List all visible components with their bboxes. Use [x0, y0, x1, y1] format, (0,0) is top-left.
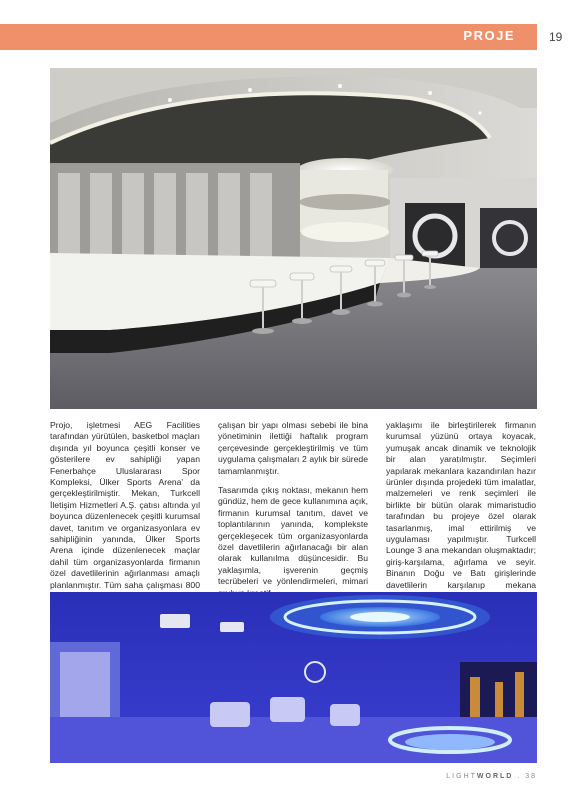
- article-text: [50, 420, 537, 590]
- paragraph: Projo, işletmesi AEG Facilities tarafından yürütülen, basketbol maçları dışında yıl boyunca çeşitli konser ve gösterilere ev sahipliği yapan Fenerbahçe Uluslararası Spor Kompleksi, Ülker Sports Arena' da gerçekleştirilmiştir. Mekan, Turkcell İletişim Hizmetleri A.Ş. çatısı altında yıl boyunca düzenlenecek çeşitli kurumsal davet, tanıtım ve organizasyonlara ev sahipliğinin yanında, Ülker Sports Arena içinde düzenlenecek maçlar dahil tüm organizasyonlarda firmanın özel davetlilerinin ağırlanması amaçlı planlanmıştır. Tüm saha çalışması 800: [50, 420, 200, 590]
- issue-number: . 38: [517, 773, 537, 780]
- lounge-bar-photo: [50, 68, 537, 409]
- page-number: 19: [549, 30, 563, 44]
- text-column-2: [218, 420, 368, 607]
- blue-lounge-photo: [50, 592, 537, 763]
- brand-bold: WORLD: [476, 773, 514, 780]
- paragraph: Tasarımda çıkış noktası, mekanın hem gündüz, hem de gece kullanımına açık, firmanın kurumsal tanıtım, davet ve toplantılarının yanında, komplekste gerçekleşecek tüm organizasyonlarda özel davetlilerin ağırlanacağı bir alan olarak kullanılma düşüncesidir. Bu yaklaşımla, işverenin geçmiş tecrübeleri ve yönlendirmeleri, mimari: [218, 485, 368, 587]
- header-bar: [0, 24, 537, 50]
- paragraph: yaklaşımı ile birleştirilerek firmanın kurumsal yüzünü ortaya koyacak, yumuşak ancak dinamik ve teknolojik bir alan yaratılmıştır. Seçimleri yapılarak mekanlara kazandırılan hazır ürünler dışında projedeki tüm imalatlar, malzemeleri ve renk seçimleri ile birlikte bir bütün olarak mimaristudio tarafından bu projeye özel olarak tasarlanmış, imal ettirilmiş ve uygulaması yapılmıştır. Turkcell Lounge 3 ana mekandan oluşmaktadır; giriş-karşılama, ağırlama ve seyir. Binanın Doğu ve Batı girişlerinde davetlilerin karşılanıp mekana: [386, 420, 536, 590]
- brand-light: LIGHT: [446, 773, 477, 780]
- paragraph: çalışan bir yapı olması sebebi ile bina yönetiminin ilettiği haftalık program çerçevesinde gerçekleştirilmiş ve tüm uygulama çalışmaları 2 aylık bir sürede tamamlanmıştır.: [218, 420, 368, 476]
- footer-brand: [446, 773, 537, 780]
- section-label: PROJE: [463, 28, 515, 43]
